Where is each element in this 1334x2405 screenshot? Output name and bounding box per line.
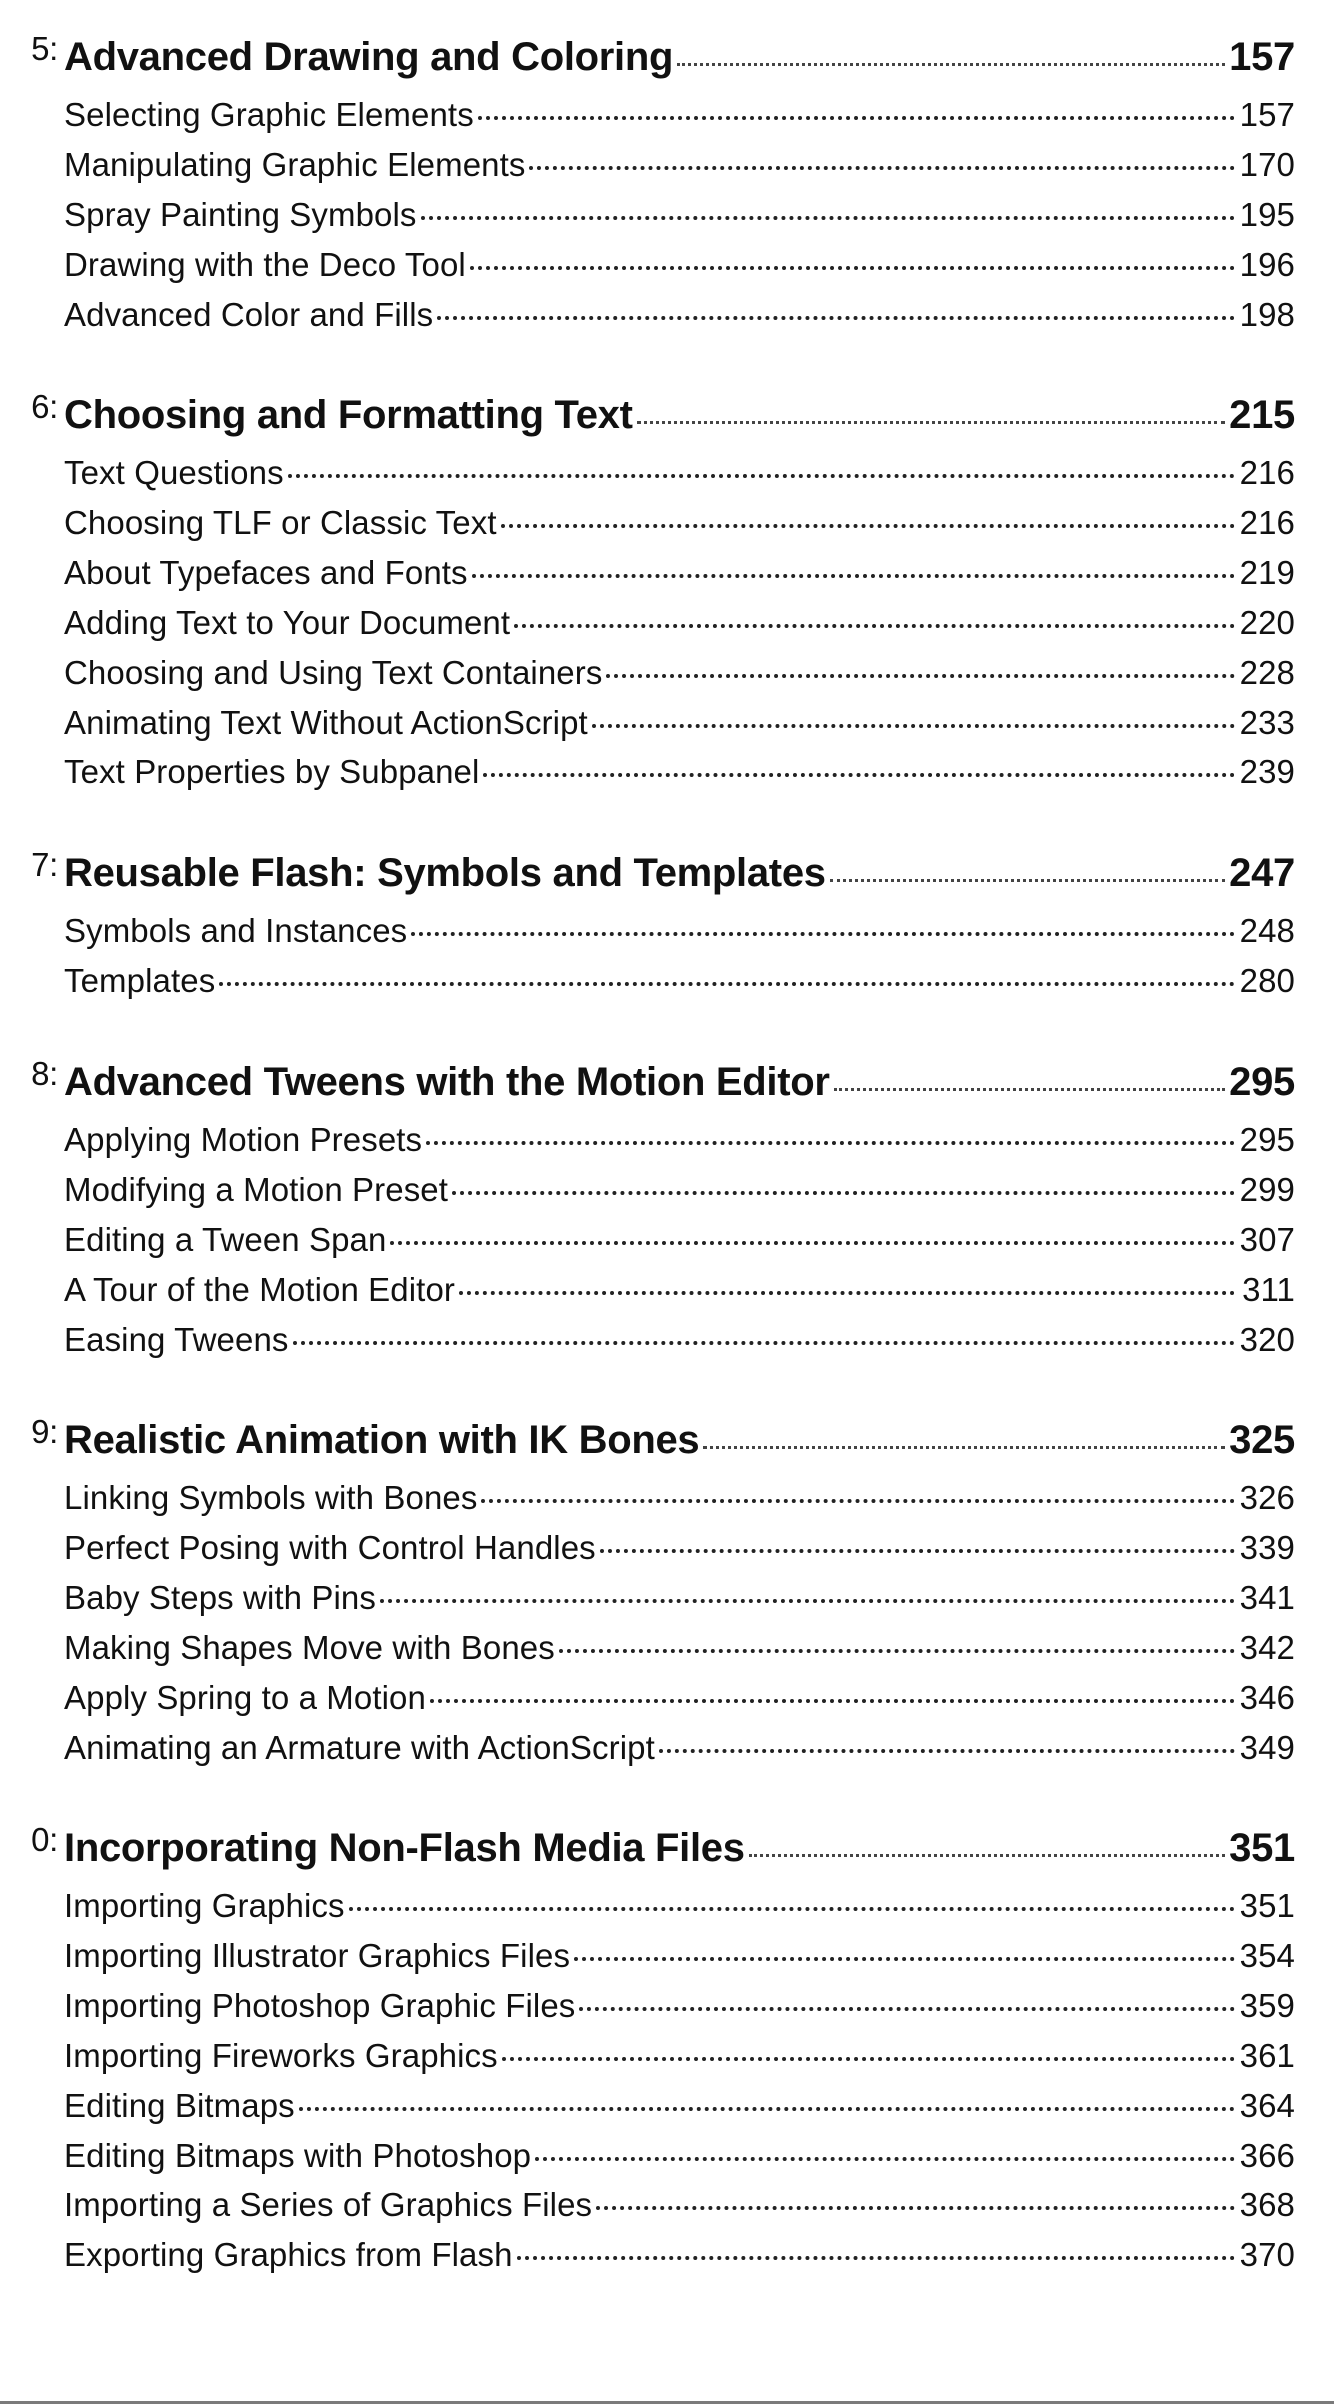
- dot-leader: [659, 1726, 1235, 1759]
- dot-leader: [483, 750, 1235, 783]
- section-page-number: 342: [1239, 1629, 1295, 1666]
- section-entry[interactable]: [64, 551, 1295, 597]
- section-entry[interactable]: [64, 651, 1295, 697]
- dot-leader: [579, 1984, 1235, 2017]
- section-page-number: 295: [1239, 1121, 1295, 1158]
- dot-leader: [830, 846, 1225, 886]
- section-title: Templates: [64, 962, 216, 999]
- section-title: Symbols and Instances: [64, 912, 408, 949]
- chapter-number: 7:: [31, 846, 58, 883]
- dot-leader: [288, 451, 1235, 484]
- chapter-title: Advanced Tweens with the Motion Editor: [64, 1060, 830, 1104]
- section-title: Importing Fireworks Graphics: [64, 2037, 498, 2074]
- section-entry[interactable]: [64, 293, 1295, 339]
- section-title: About Typefaces and Fonts: [64, 554, 468, 591]
- section-page-number: 228: [1239, 654, 1295, 691]
- dot-leader: [452, 1168, 1235, 1201]
- dot-leader: [637, 388, 1226, 428]
- section-title: Making Shapes Move with Bones: [64, 1629, 555, 1666]
- section-title: Advanced Color and Fills: [64, 296, 434, 333]
- section-page-number: 370: [1239, 2236, 1295, 2273]
- section-page-number: 351: [1239, 1887, 1295, 1924]
- dot-leader: [600, 1526, 1235, 1559]
- section-title: Importing Graphics: [64, 1887, 345, 1924]
- section-title: Animating an Armature with ActionScript: [64, 1729, 655, 1766]
- section-title: Baby Steps with Pins: [64, 1579, 376, 1616]
- chapter-title: Incorporating Non-Flash Media Files: [64, 1826, 745, 1870]
- section-entry[interactable]: [64, 1934, 1295, 1980]
- chapter-page-number: 295: [1229, 1060, 1295, 1104]
- section-title: Choosing TLF or Classic Text: [64, 504, 497, 541]
- section-page-number: 299: [1239, 1171, 1295, 1208]
- section-title: Selecting Graphic Elements: [64, 96, 474, 133]
- section-entry[interactable]: [64, 1118, 1295, 1164]
- section-entry[interactable]: [64, 1676, 1295, 1722]
- section-title: Importing Illustrator Graphics Files: [64, 1937, 571, 1974]
- section-entry[interactable]: [64, 2034, 1295, 2080]
- dot-leader: [470, 243, 1235, 276]
- section-page-number: 196: [1239, 246, 1295, 283]
- section-entry[interactable]: [64, 1318, 1295, 1364]
- chapter-page-number: 325: [1229, 1418, 1295, 1462]
- section-title: Editing Bitmaps with Photoshop: [64, 2137, 532, 2174]
- section-page-number: 195: [1239, 196, 1295, 233]
- chapter-page-number: 247: [1229, 851, 1295, 895]
- dot-leader: [596, 2183, 1235, 2216]
- dot-leader: [349, 1884, 1235, 1917]
- section-page-number: 311: [1242, 1271, 1295, 1308]
- chapter-title: Reusable Flash: Symbols and Templates: [64, 851, 826, 895]
- section-title: Importing Photoshop Graphic Files: [64, 1987, 576, 2024]
- section-title: Exporting Graphics from Flash: [64, 2236, 513, 2273]
- section-page-number: 170: [1239, 146, 1295, 183]
- chapter-number: 0:: [31, 1821, 58, 1858]
- dot-leader: [502, 2034, 1235, 2067]
- section-entry[interactable]: [64, 1576, 1295, 1622]
- section-page-number: 366: [1239, 2137, 1295, 2174]
- section-title: Editing Bitmaps: [64, 2087, 295, 2124]
- section-entry[interactable]: [64, 93, 1295, 139]
- chapter-page-number: 157: [1229, 35, 1295, 79]
- section-page-number: 216: [1239, 504, 1295, 541]
- section-title: Perfect Posing with Control Handles: [64, 1529, 596, 1566]
- section-title: Linking Symbols with Bones: [64, 1479, 478, 1516]
- dot-leader: [459, 1268, 1235, 1301]
- chapter-title: Choosing and Formatting Text: [64, 393, 633, 437]
- dot-leader: [501, 501, 1235, 534]
- dot-leader: [592, 701, 1235, 734]
- section-page-number: 219: [1239, 554, 1295, 591]
- section-page-number: 359: [1239, 1987, 1295, 2024]
- section-entry[interactable]: [64, 1476, 1295, 1522]
- section-title: Spray Painting Symbols: [64, 196, 417, 233]
- dot-leader: [574, 1934, 1235, 1967]
- section-entry[interactable]: [64, 601, 1295, 647]
- section-entry[interactable]: [64, 1526, 1295, 1572]
- dot-leader: [535, 2134, 1235, 2167]
- section-entry[interactable]: [64, 750, 1295, 796]
- chapter-title: Advanced Drawing and Coloring: [64, 35, 674, 79]
- chapter-heading[interactable]: [31, 1055, 1295, 1105]
- section-entry[interactable]: [64, 909, 1295, 955]
- section-entry[interactable]: [64, 1884, 1295, 1930]
- section-page-number: 326: [1239, 1479, 1295, 1516]
- section-entry[interactable]: [64, 143, 1295, 189]
- section-entry[interactable]: [64, 1168, 1295, 1214]
- chapter-heading[interactable]: [31, 1413, 1295, 1463]
- section-entry[interactable]: [64, 2134, 1295, 2180]
- section-entry[interactable]: [64, 451, 1295, 497]
- dot-leader: [529, 143, 1235, 176]
- section-entry[interactable]: [64, 701, 1295, 747]
- chapter-heading[interactable]: [31, 388, 1295, 438]
- section-title: Text Questions: [64, 454, 284, 491]
- dot-leader: [749, 1821, 1225, 1861]
- dot-leader: [703, 1413, 1225, 1453]
- section-page-number: 339: [1239, 1529, 1295, 1566]
- section-entry[interactable]: [64, 2084, 1295, 2130]
- chapter-number: 9:: [31, 1413, 58, 1450]
- section-page-number: 233: [1239, 704, 1295, 741]
- section-page-number: 346: [1239, 1679, 1295, 1716]
- section-title: Manipulating Graphic Elements: [64, 146, 526, 183]
- dot-leader: [219, 959, 1235, 992]
- dot-leader: [481, 1476, 1235, 1509]
- section-page-number: 320: [1239, 1321, 1295, 1358]
- section-page-number: 361: [1239, 2037, 1295, 2074]
- chapter-number: 5:: [31, 30, 58, 67]
- section-entry[interactable]: [64, 1984, 1295, 2030]
- section-entry[interactable]: [64, 2233, 1295, 2279]
- chapter-heading[interactable]: [31, 1821, 1295, 1871]
- section-entry[interactable]: [64, 959, 1295, 1005]
- chapter-heading[interactable]: [31, 30, 1295, 80]
- section-entry[interactable]: [64, 243, 1295, 289]
- chapter-page-number: 215: [1229, 393, 1295, 437]
- dot-leader: [559, 1626, 1235, 1659]
- section-entry[interactable]: [64, 1626, 1295, 1672]
- section-page-number: 216: [1239, 454, 1295, 491]
- bottom-divider: [0, 2401, 1334, 2404]
- section-entry[interactable]: [64, 1218, 1295, 1264]
- section-entry[interactable]: [64, 1726, 1295, 1772]
- chapter-number: 8:: [31, 1055, 58, 1092]
- section-page-number: 280: [1239, 962, 1295, 999]
- section-page-number: 198: [1239, 296, 1295, 333]
- dot-leader: [437, 293, 1235, 326]
- dot-leader: [677, 30, 1225, 70]
- dot-leader: [478, 93, 1235, 126]
- section-page-number: 341: [1239, 1579, 1295, 1616]
- section-page-number: 157: [1239, 96, 1295, 133]
- section-title: Adding Text to Your Document: [64, 604, 511, 641]
- dot-leader: [299, 2084, 1235, 2117]
- section-title: Editing a Tween Span: [64, 1221, 387, 1258]
- section-title: Modifying a Motion Preset: [64, 1171, 449, 1208]
- section-entry[interactable]: [64, 2183, 1295, 2229]
- section-title: Easing Tweens: [64, 1321, 289, 1358]
- section-page-number: 364: [1239, 2087, 1295, 2124]
- section-title: Choosing and Using Text Containers: [64, 654, 603, 691]
- section-page-number: 368: [1239, 2186, 1295, 2223]
- dot-leader: [380, 1576, 1235, 1609]
- dot-leader: [834, 1055, 1225, 1095]
- section-page-number: 239: [1239, 753, 1295, 790]
- section-page-number: 307: [1239, 1221, 1295, 1258]
- section-title: Text Properties by Subpanel: [64, 753, 480, 790]
- dot-leader: [517, 2233, 1235, 2266]
- chapter-page-number: 351: [1229, 1826, 1295, 1870]
- section-page-number: 220: [1239, 604, 1295, 641]
- section-page-number: 248: [1239, 912, 1295, 949]
- dot-leader: [514, 601, 1235, 634]
- dot-leader: [430, 1676, 1235, 1709]
- section-entry[interactable]: [64, 193, 1295, 239]
- dot-leader: [426, 1118, 1235, 1151]
- dot-leader: [411, 909, 1235, 942]
- section-title: Applying Motion Presets: [64, 1121, 423, 1158]
- section-entry[interactable]: [64, 1268, 1295, 1314]
- section-page-number: 354: [1239, 1937, 1295, 1974]
- chapter-number: 6:: [31, 388, 58, 425]
- dot-leader: [606, 651, 1235, 684]
- dot-leader: [293, 1318, 1235, 1351]
- chapter-title: Realistic Animation with IK Bones: [64, 1418, 700, 1462]
- chapter-heading[interactable]: [31, 846, 1295, 896]
- section-title: Apply Spring to a Motion: [64, 1679, 426, 1716]
- dot-leader: [472, 551, 1235, 584]
- section-title: A Tour of the Motion Editor: [64, 1271, 455, 1308]
- dot-leader: [390, 1218, 1235, 1251]
- section-entry[interactable]: [64, 501, 1295, 547]
- section-page-number: 349: [1239, 1729, 1295, 1766]
- section-title: Animating Text Without ActionScript: [64, 704, 588, 741]
- section-title: Drawing with the Deco Tool: [64, 246, 466, 283]
- section-title: Importing a Series of Graphics Files: [64, 2186, 593, 2223]
- dot-leader: [421, 193, 1235, 226]
